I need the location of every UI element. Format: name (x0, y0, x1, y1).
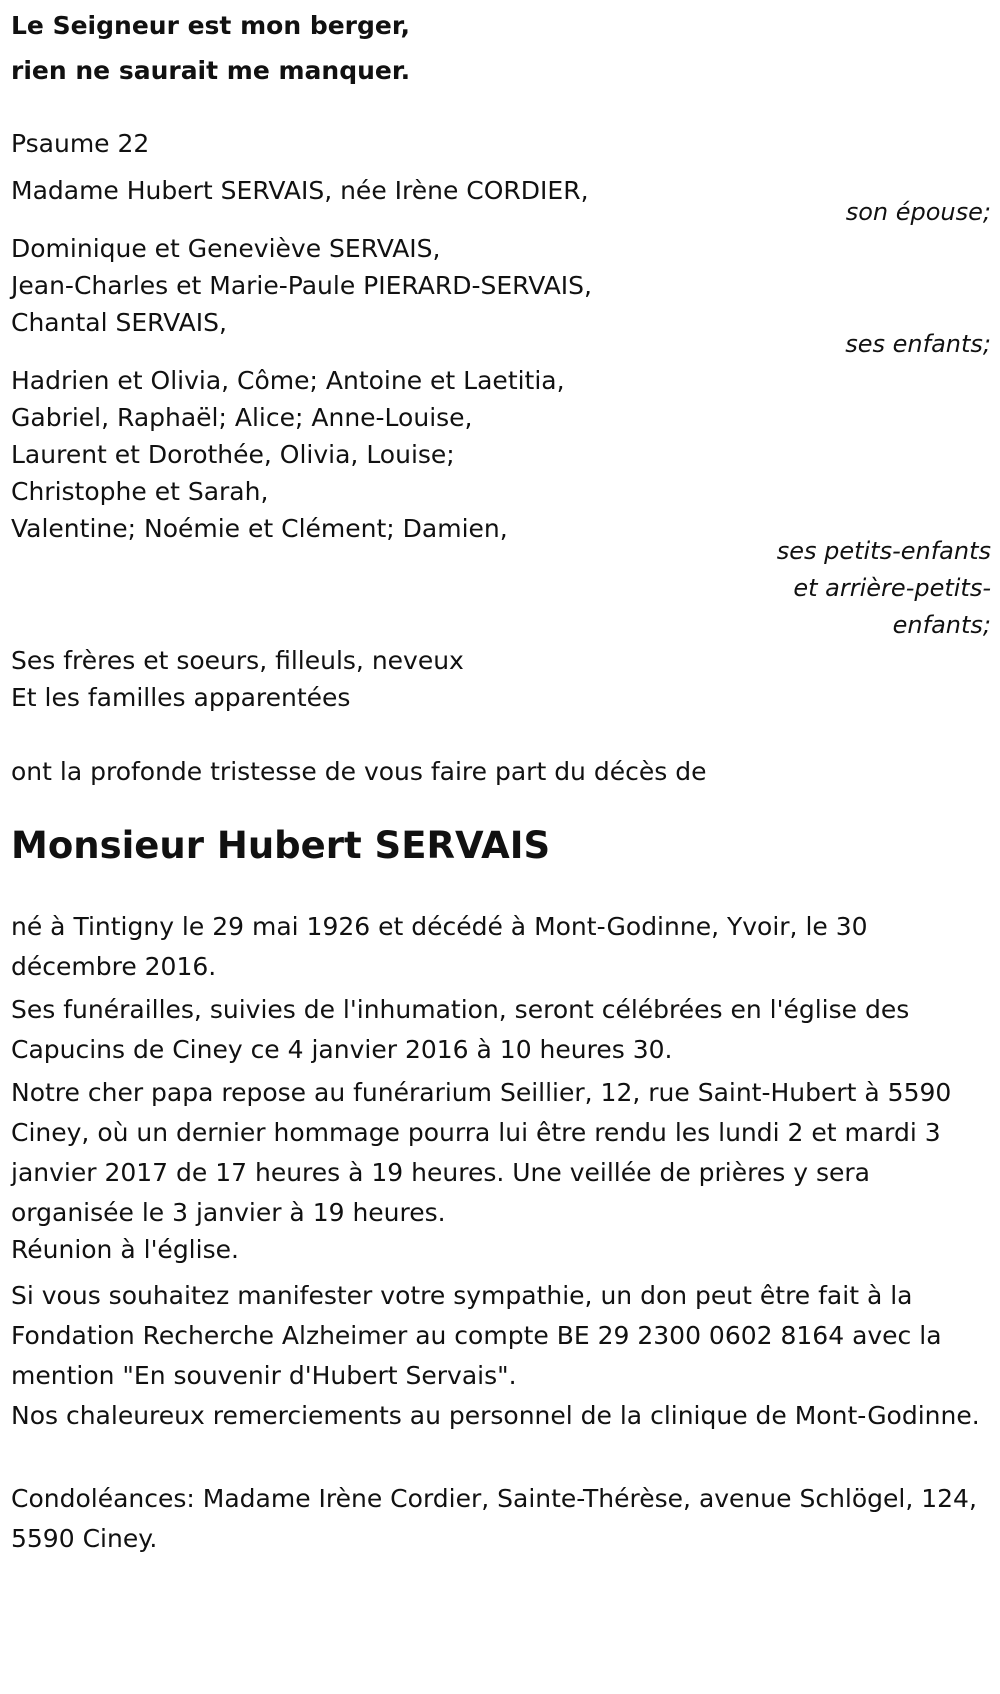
children-line: Dominique et Geneviève SERVAIS, (11, 234, 441, 263)
paragraph-funeral: Ses funérailles, suivies de l'inhumation, seront célébrées en l'église des Capucins de Ciney ce 4 janvier 2016 à 10 heures 30. (11, 995, 910, 1064)
paragraph-thanks: Nos chaleureux remerciements au personnel de la clinique de Mont-Godinne. (11, 1401, 980, 1430)
children-line: Jean-Charles et Marie-Paule PIERARD-SERVAIS, (11, 271, 592, 300)
others-line: Ses frères et soeurs, filleuls, neveux (11, 646, 464, 675)
grandchildren-line: Valentine; Noémie et Clément; Damien, (11, 514, 508, 543)
epigraph-line-1: Le Seigneur est mon berger, (11, 11, 410, 40)
grandchildren-line: Hadrien et Olivia, Côme; Antoine et Laetitia, (11, 366, 565, 395)
epigraph-line-2: rien ne saurait me manquer. (11, 56, 411, 85)
deceased-name: Monsieur Hubert SERVAIS (11, 824, 551, 867)
others-line: Et les familles apparentées (11, 683, 351, 712)
grandchildren-line: Laurent et Dorothée, Olivia, Louise; (11, 440, 455, 469)
spouse-role: son épouse; (845, 198, 991, 226)
paragraph-condolences: Condoléances: Madame Irène Cordier, Sainte-Thérèse, avenue Schlögel, 124, 5590 Ciney. (11, 1484, 977, 1553)
grandchildren-role-line: ses petits-enfants (776, 537, 991, 565)
grandchildren-line: Gabriel, Raphaël; Alice; Anne-Louise, (11, 403, 473, 432)
grandchildren-line: Christophe et Sarah, (11, 477, 269, 506)
spouse-line: Madame Hubert SERVAIS, née Irène CORDIER, (11, 176, 589, 205)
children-role: ses enfants; (845, 330, 991, 358)
paragraph-funerarium: Notre cher papa repose au funérarium Seillier, 12, rue Saint-Hubert à 5590 Ciney, où un dernier hommage pourra lui être rendu les lundi 2 et mardi 3 janvier 2017 de 17 heures à 19 heures. Une veillée de prières y sera organisée le 3 janvier à 19 heures. (11, 1078, 952, 1227)
grandchildren-role-line: et arrière-petits- (793, 574, 991, 602)
announcement-text: ont la profonde tristesse de vous faire part du décès de (11, 757, 707, 786)
paragraph-birth-death: né à Tintigny le 29 mai 1926 et décédé à Mont-Godinne, Yvoir, le 30 décembre 2016. (11, 912, 868, 981)
paragraph-donation: Si vous souhaitez manifester votre sympathie, un don peut être fait à la Fondation Recherche Alzheimer au compte BE 29 2300 0602 8164 avec la mention "En souvenir d'Hubert Servais". (11, 1281, 942, 1390)
paragraph-reunion: Réunion à l'église. (11, 1235, 239, 1264)
grandchildren-role-line: enfants; (892, 611, 991, 639)
epigraph-source: Psaume 22 (11, 129, 150, 158)
children-line: Chantal SERVAIS, (11, 308, 227, 337)
